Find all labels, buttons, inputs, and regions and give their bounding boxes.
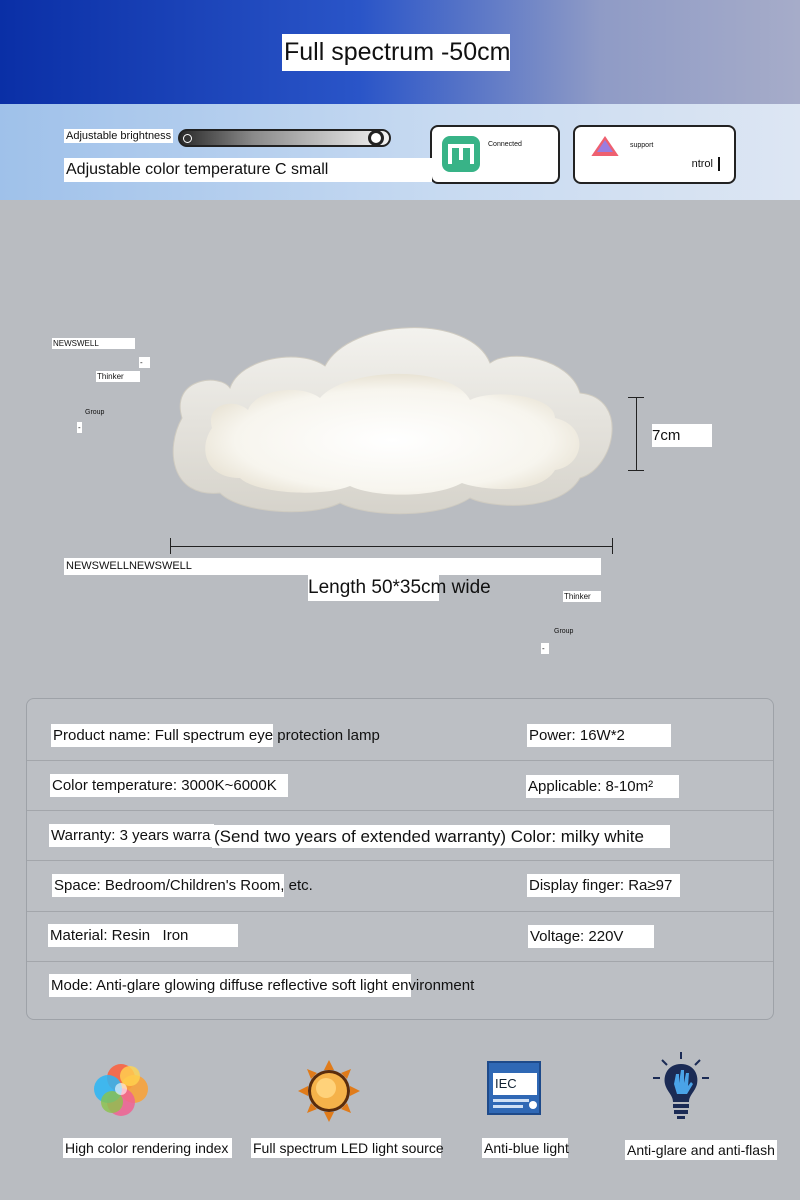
- table-divider: [27, 860, 773, 861]
- brightness-label: Adjustable brightness: [66, 130, 172, 142]
- spec-voltage: Voltage: 220V: [528, 925, 654, 948]
- iec-certificate-icon: [487, 1061, 541, 1115]
- watermark-group: Group: [85, 409, 105, 416]
- cloud-lamp-image: [160, 318, 620, 528]
- brightness-slider[interactable]: [178, 129, 391, 147]
- spec-applicable: Applicable: 8-10m²: [526, 775, 679, 798]
- feature-label: Anti-glare and anti-flash: [625, 1140, 777, 1160]
- table-divider: [27, 911, 773, 912]
- table-divider: [27, 760, 773, 761]
- length-right-tick: [612, 538, 613, 554]
- table-divider: [27, 810, 773, 811]
- spec-power: Power: 16W*2: [527, 724, 671, 747]
- feature-label: Full spectrum LED light source: [253, 1140, 444, 1156]
- spec-extended-warranty-color: (Send two years of extended warranty) Color: milky white: [212, 825, 670, 848]
- feature-label: Anti-blue light: [484, 1140, 569, 1156]
- watermark-dash: -: [139, 357, 150, 368]
- height-label: 7cm: [652, 424, 712, 447]
- connected-text: Connected: [488, 141, 522, 148]
- spec-warranty: Warranty: 3 years warra: [49, 824, 214, 847]
- height-bottom-tick: [628, 470, 644, 471]
- brightness-slider-thumb[interactable]: [368, 130, 384, 146]
- support-text: support: [630, 142, 654, 149]
- spec-display-finger: Display finger: Ra≥97: [527, 874, 680, 897]
- watermark-brand: NEWSWELL: [52, 338, 135, 349]
- watermark-group: Group: [554, 628, 574, 635]
- page-title: Full spectrum -50cm: [282, 34, 510, 71]
- height-dimension-line: [636, 397, 637, 471]
- feature-label: High color rendering index: [63, 1138, 232, 1158]
- iec-text: IEC: [493, 1073, 537, 1095]
- triangle-logo-inner-icon: [597, 140, 613, 152]
- spec-color-temperature: Color temperature: 3000K~6000K: [50, 774, 288, 797]
- hand-bulb-icon: [650, 1050, 712, 1122]
- watermark-dash: -: [541, 643, 549, 654]
- watermark-dash: -: [78, 423, 81, 432]
- color-wheel-icon: [88, 1056, 154, 1122]
- color-temperature-label: Adjustable color temperature C small: [64, 158, 432, 182]
- height-top-tick: [628, 397, 644, 398]
- app-icon: [442, 136, 480, 172]
- length-dimension-line: [170, 546, 613, 547]
- cursor-bar: [718, 157, 720, 171]
- table-divider: [27, 961, 773, 962]
- length-label: Length 50*35cm wide: [308, 575, 439, 601]
- length-left-tick: [170, 538, 171, 554]
- sun-icon: [296, 1058, 362, 1124]
- control-text: ntrol: [575, 156, 715, 172]
- spec-space: Space: Bedroom/Children's Room, etc.: [52, 874, 284, 897]
- slider-min-thumb: [183, 134, 192, 143]
- spec-mode: Mode: Anti-glare glowing diffuse reflective soft light environment: [49, 974, 411, 997]
- watermark-brand-bar: NEWSWELLNEWSWELL: [64, 558, 601, 575]
- spec-material: Material: Resin Iron: [48, 924, 238, 947]
- spec-product-name: Product name: Full spectrum eye protection lamp: [51, 724, 273, 747]
- watermark-thinker: Thinker: [96, 371, 140, 382]
- watermark-thinker: Thinker: [563, 591, 601, 602]
